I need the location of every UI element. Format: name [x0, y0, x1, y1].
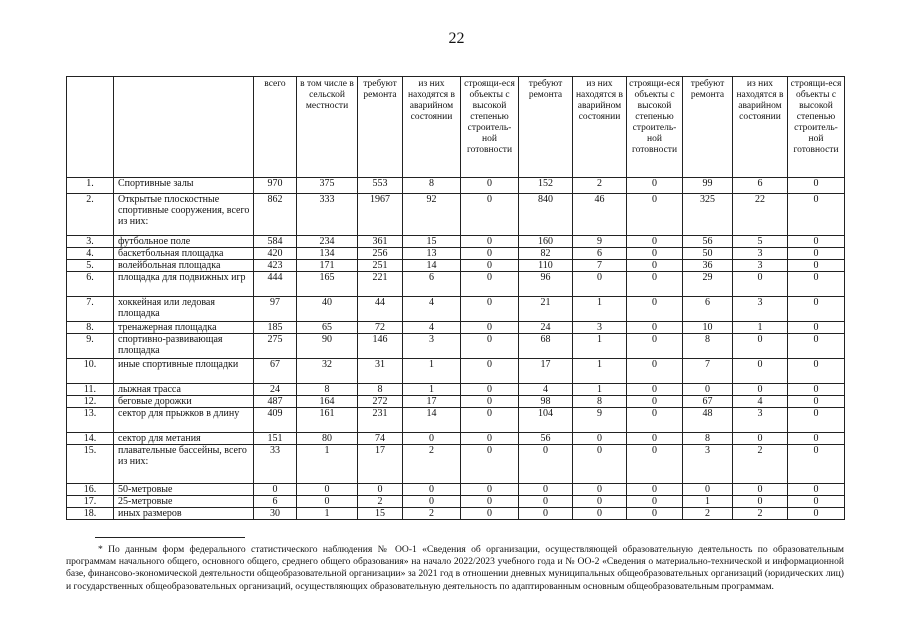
value-cell: 0 — [573, 508, 627, 520]
value-cell: 0 — [297, 484, 358, 496]
value-cell: 67 — [254, 359, 297, 384]
value-cell: 0 — [788, 408, 845, 433]
value-cell: 4 — [733, 396, 788, 408]
value-cell: 36 — [683, 260, 733, 272]
value-cell: 97 — [254, 297, 297, 322]
value-cell: 6 — [733, 178, 788, 194]
value-cell: 0 — [461, 236, 519, 248]
value-cell: 0 — [519, 484, 573, 496]
value-cell: 0 — [788, 322, 845, 334]
value-cell: 8 — [573, 396, 627, 408]
table-row — [67, 194, 845, 236]
table-row — [67, 334, 845, 359]
value-cell: 152 — [519, 178, 573, 194]
facilities-table — [66, 76, 845, 520]
column-header: строящи-еся объекты с высокой степенью строитель-ной готовности — [788, 77, 845, 178]
table-row — [67, 248, 845, 260]
value-cell: 2 — [358, 496, 403, 508]
facility-name: иных размеров — [114, 508, 254, 520]
row-number: 18. — [67, 508, 114, 520]
value-cell: 0 — [461, 248, 519, 260]
value-cell: 0 — [788, 297, 845, 322]
row-number: 3. — [67, 236, 114, 248]
value-cell: 0 — [573, 433, 627, 445]
footnote-divider — [95, 537, 245, 538]
value-cell: 171 — [297, 260, 358, 272]
facility-name: сектор для прыжков в длину — [114, 408, 254, 433]
value-cell: 17 — [519, 359, 573, 384]
value-cell: 48 — [683, 408, 733, 433]
row-number: 5. — [67, 260, 114, 272]
facility-name: Открытые плоскостные спортивные сооружения, всего из них: — [114, 194, 254, 236]
value-cell: 0 — [733, 359, 788, 384]
value-cell: 99 — [683, 178, 733, 194]
value-cell: 92 — [403, 194, 461, 236]
value-cell: 2 — [573, 178, 627, 194]
value-cell: 10 — [683, 322, 733, 334]
row-number: 14. — [67, 433, 114, 445]
value-cell: 50 — [683, 248, 733, 260]
table-row — [67, 272, 845, 297]
value-cell: 30 — [254, 508, 297, 520]
value-cell: 2 — [733, 445, 788, 484]
value-cell: 1 — [573, 297, 627, 322]
value-cell: 2 — [733, 508, 788, 520]
value-cell: 0 — [733, 496, 788, 508]
table-row — [67, 384, 845, 396]
table-body — [67, 178, 845, 520]
value-cell: 104 — [519, 408, 573, 433]
value-cell: 0 — [788, 396, 845, 408]
value-cell: 14 — [403, 408, 461, 433]
value-cell: 0 — [788, 384, 845, 396]
value-cell: 4 — [403, 297, 461, 322]
value-cell: 65 — [297, 322, 358, 334]
column-header: требуют ремонта — [683, 77, 733, 178]
value-cell: 3 — [683, 445, 733, 484]
value-cell: 0 — [358, 484, 403, 496]
value-cell: 970 — [254, 178, 297, 194]
table-row — [67, 236, 845, 248]
value-cell: 46 — [573, 194, 627, 236]
row-number: 15. — [67, 445, 114, 484]
footnote: * По данным форм федерального статистического наблюдения № ОО-1 «Сведения об организации, осуществляющей образовательную деятельность по образовательным программам начального общего, основного общего, среднего общего образования» на начало 2022/2023 учебного года и № ОО-2 «Сведения о материально-технической и информационной базе, финансово-экономической деятельности общеобразовательной организации» за 2021 год в отношении дневных муниципальных общеобразовательных организаций (юридических лиц) и государственных общеобразовательных организаций, осуществляющих образовательную деятельность по адаптированным основным общеобразовательным программам. — [66, 544, 844, 592]
value-cell: 0 — [788, 236, 845, 248]
value-cell: 0 — [627, 297, 683, 322]
value-cell: 862 — [254, 194, 297, 236]
value-cell: 1 — [573, 359, 627, 384]
table-row — [67, 322, 845, 334]
value-cell: 0 — [788, 194, 845, 236]
value-cell: 56 — [519, 433, 573, 445]
value-cell: 221 — [358, 272, 403, 297]
value-cell: 1 — [297, 508, 358, 520]
column-header: требуют ремонта — [519, 77, 573, 178]
value-cell: 44 — [358, 297, 403, 322]
value-cell: 0 — [788, 484, 845, 496]
value-cell: 2 — [403, 508, 461, 520]
value-cell: 32 — [297, 359, 358, 384]
value-cell: 0 — [788, 248, 845, 260]
value-cell: 24 — [254, 384, 297, 396]
value-cell: 0 — [627, 272, 683, 297]
value-cell: 0 — [788, 272, 845, 297]
value-cell: 1967 — [358, 194, 403, 236]
value-cell: 5 — [733, 236, 788, 248]
value-cell: 0 — [683, 484, 733, 496]
value-cell: 231 — [358, 408, 403, 433]
value-cell: 423 — [254, 260, 297, 272]
facility-name: плавательные бассейны, всего из них: — [114, 445, 254, 484]
value-cell: 1 — [573, 334, 627, 359]
value-cell: 21 — [519, 297, 573, 322]
value-cell: 33 — [254, 445, 297, 484]
value-cell: 0 — [461, 334, 519, 359]
value-cell: 14 — [403, 260, 461, 272]
value-cell: 0 — [573, 496, 627, 508]
row-number: 6. — [67, 272, 114, 297]
value-cell: 1 — [733, 322, 788, 334]
value-cell: 3 — [403, 334, 461, 359]
value-cell: 56 — [683, 236, 733, 248]
facility-name: беговые дорожки — [114, 396, 254, 408]
table-row — [67, 496, 845, 508]
value-cell: 0 — [461, 396, 519, 408]
facility-name: лыжная трасса — [114, 384, 254, 396]
value-cell: 0 — [627, 433, 683, 445]
value-cell: 134 — [297, 248, 358, 260]
value-cell: 0 — [627, 334, 683, 359]
column-header: из них находятся в аварийном состоянии — [733, 77, 788, 178]
value-cell: 0 — [403, 484, 461, 496]
value-cell: 0 — [461, 433, 519, 445]
column-header: строящи-еся объекты с высокой степенью строитель-ной готовности — [461, 77, 519, 178]
row-number: 9. — [67, 334, 114, 359]
column-header: в том числе в сельской местности — [297, 77, 358, 178]
value-cell: 840 — [519, 194, 573, 236]
value-cell: 98 — [519, 396, 573, 408]
value-cell: 409 — [254, 408, 297, 433]
value-cell: 0 — [461, 508, 519, 520]
value-cell: 8 — [403, 178, 461, 194]
value-cell: 17 — [358, 445, 403, 484]
value-cell: 15 — [358, 508, 403, 520]
value-cell: 40 — [297, 297, 358, 322]
value-cell: 1 — [297, 445, 358, 484]
value-cell: 17 — [403, 396, 461, 408]
facility-name: хоккейная или ледовая площадка — [114, 297, 254, 322]
value-cell: 0 — [461, 359, 519, 384]
value-cell: 67 — [683, 396, 733, 408]
value-cell: 0 — [461, 260, 519, 272]
row-number: 8. — [67, 322, 114, 334]
column-header: требуют ремонта — [358, 77, 403, 178]
value-cell: 74 — [358, 433, 403, 445]
value-cell: 361 — [358, 236, 403, 248]
row-number: 1. — [67, 178, 114, 194]
column-header: из них находятся в аварийном состоянии — [403, 77, 461, 178]
value-cell: 165 — [297, 272, 358, 297]
value-cell: 6 — [403, 272, 461, 297]
value-cell: 0 — [627, 484, 683, 496]
value-cell: 0 — [733, 433, 788, 445]
value-cell: 164 — [297, 396, 358, 408]
value-cell: 72 — [358, 322, 403, 334]
value-cell: 1 — [403, 384, 461, 396]
value-cell: 80 — [297, 433, 358, 445]
value-cell: 251 — [358, 260, 403, 272]
value-cell: 68 — [519, 334, 573, 359]
table-row — [67, 484, 845, 496]
value-cell: 0 — [519, 445, 573, 484]
row-number: 16. — [67, 484, 114, 496]
table-row — [67, 408, 845, 433]
value-cell: 584 — [254, 236, 297, 248]
value-cell: 1 — [573, 384, 627, 396]
value-cell: 420 — [254, 248, 297, 260]
value-cell: 0 — [461, 322, 519, 334]
value-cell: 8 — [297, 384, 358, 396]
value-cell: 146 — [358, 334, 403, 359]
value-cell: 0 — [627, 508, 683, 520]
value-cell: 161 — [297, 408, 358, 433]
facility-name: волейбольная площадка — [114, 260, 254, 272]
value-cell: 0 — [519, 508, 573, 520]
value-cell: 3 — [733, 408, 788, 433]
value-cell: 0 — [627, 248, 683, 260]
value-cell: 444 — [254, 272, 297, 297]
table-row — [67, 508, 845, 520]
value-cell: 0 — [461, 297, 519, 322]
value-cell: 185 — [254, 322, 297, 334]
value-cell: 3 — [733, 297, 788, 322]
value-cell: 9 — [573, 408, 627, 433]
facility-name: футбольное поле — [114, 236, 254, 248]
value-cell: 0 — [788, 496, 845, 508]
column-header: строящи-еся объекты с высокой степенью строитель-ной готовности — [627, 77, 683, 178]
facility-name: Спортивные залы — [114, 178, 254, 194]
value-cell: 0 — [733, 272, 788, 297]
row-number: 4. — [67, 248, 114, 260]
value-cell: 0 — [627, 408, 683, 433]
value-cell: 0 — [627, 194, 683, 236]
value-cell: 0 — [788, 178, 845, 194]
facility-name: тренажерная площадка — [114, 322, 254, 334]
value-cell: 0 — [627, 359, 683, 384]
value-cell: 3 — [733, 248, 788, 260]
value-cell: 2 — [403, 445, 461, 484]
value-cell: 0 — [627, 178, 683, 194]
table-row — [67, 260, 845, 272]
facility-name: сектор для метания — [114, 433, 254, 445]
row-number: 17. — [67, 496, 114, 508]
value-cell: 110 — [519, 260, 573, 272]
value-cell: 0 — [788, 445, 845, 484]
facility-name: 25-метровые — [114, 496, 254, 508]
value-cell: 4 — [519, 384, 573, 396]
value-cell: 24 — [519, 322, 573, 334]
row-number: 11. — [67, 384, 114, 396]
value-cell: 0 — [461, 484, 519, 496]
value-cell: 333 — [297, 194, 358, 236]
facility-name: спортивно-развивающая площадка — [114, 334, 254, 359]
value-cell: 13 — [403, 248, 461, 260]
value-cell: 1 — [683, 496, 733, 508]
column-header — [67, 77, 114, 178]
value-cell: 0 — [627, 236, 683, 248]
value-cell: 0 — [788, 359, 845, 384]
value-cell: 8 — [358, 384, 403, 396]
facility-name: иные спортивные площадки — [114, 359, 254, 384]
value-cell: 0 — [627, 445, 683, 484]
column-header: всего — [254, 77, 297, 178]
row-number: 2. — [67, 194, 114, 236]
value-cell: 0 — [519, 496, 573, 508]
value-cell: 8 — [683, 334, 733, 359]
value-cell: 2 — [683, 508, 733, 520]
value-cell: 7 — [683, 359, 733, 384]
value-cell: 82 — [519, 248, 573, 260]
value-cell: 325 — [683, 194, 733, 236]
row-number: 7. — [67, 297, 114, 322]
value-cell: 256 — [358, 248, 403, 260]
value-cell: 6 — [683, 297, 733, 322]
value-cell: 0 — [733, 334, 788, 359]
value-cell: 6 — [573, 248, 627, 260]
value-cell: 160 — [519, 236, 573, 248]
value-cell: 0 — [788, 508, 845, 520]
table-row — [67, 178, 845, 194]
value-cell: 29 — [683, 272, 733, 297]
value-cell: 0 — [627, 384, 683, 396]
value-cell: 0 — [461, 272, 519, 297]
row-number: 13. — [67, 408, 114, 433]
value-cell: 151 — [254, 433, 297, 445]
value-cell: 0 — [403, 496, 461, 508]
value-cell: 0 — [627, 322, 683, 334]
value-cell: 0 — [254, 484, 297, 496]
value-cell: 0 — [403, 433, 461, 445]
value-cell: 0 — [683, 384, 733, 396]
value-cell: 0 — [461, 496, 519, 508]
value-cell: 234 — [297, 236, 358, 248]
facility-name: баскетбольная площадка — [114, 248, 254, 260]
table-row — [67, 297, 845, 322]
value-cell: 0 — [461, 178, 519, 194]
value-cell: 6 — [254, 496, 297, 508]
value-cell: 553 — [358, 178, 403, 194]
value-cell: 3 — [733, 260, 788, 272]
facility-name: площадка для подвижных игр — [114, 272, 254, 297]
value-cell: 0 — [627, 260, 683, 272]
value-cell: 3 — [573, 322, 627, 334]
row-number: 10. — [67, 359, 114, 384]
value-cell: 9 — [573, 236, 627, 248]
column-header — [114, 77, 254, 178]
value-cell: 96 — [519, 272, 573, 297]
value-cell: 0 — [461, 445, 519, 484]
value-cell: 90 — [297, 334, 358, 359]
value-cell: 487 — [254, 396, 297, 408]
value-cell: 0 — [573, 272, 627, 297]
value-cell: 0 — [788, 260, 845, 272]
value-cell: 31 — [358, 359, 403, 384]
value-cell: 0 — [733, 384, 788, 396]
value-cell: 0 — [733, 484, 788, 496]
value-cell: 375 — [297, 178, 358, 194]
value-cell: 0 — [461, 408, 519, 433]
value-cell: 0 — [627, 496, 683, 508]
value-cell: 272 — [358, 396, 403, 408]
value-cell: 7 — [573, 260, 627, 272]
page-number: 22 — [448, 30, 465, 47]
value-cell: 4 — [403, 322, 461, 334]
table-row — [67, 396, 845, 408]
table-row — [67, 359, 845, 384]
value-cell: 0 — [627, 396, 683, 408]
value-cell: 0 — [573, 484, 627, 496]
facility-name: 50-метровые — [114, 484, 254, 496]
value-cell: 0 — [788, 433, 845, 445]
value-cell: 15 — [403, 236, 461, 248]
table-row — [67, 445, 845, 484]
column-header: из них находятся в аварийном состоянии — [573, 77, 627, 178]
value-cell: 1 — [403, 359, 461, 384]
row-number: 12. — [67, 396, 114, 408]
value-cell: 0 — [461, 194, 519, 236]
header-row — [67, 77, 845, 178]
value-cell: 0 — [788, 334, 845, 359]
value-cell: 275 — [254, 334, 297, 359]
table-row — [67, 433, 845, 445]
value-cell: 0 — [461, 384, 519, 396]
value-cell: 0 — [297, 496, 358, 508]
value-cell: 8 — [683, 433, 733, 445]
value-cell: 0 — [573, 445, 627, 484]
value-cell: 22 — [733, 194, 788, 236]
